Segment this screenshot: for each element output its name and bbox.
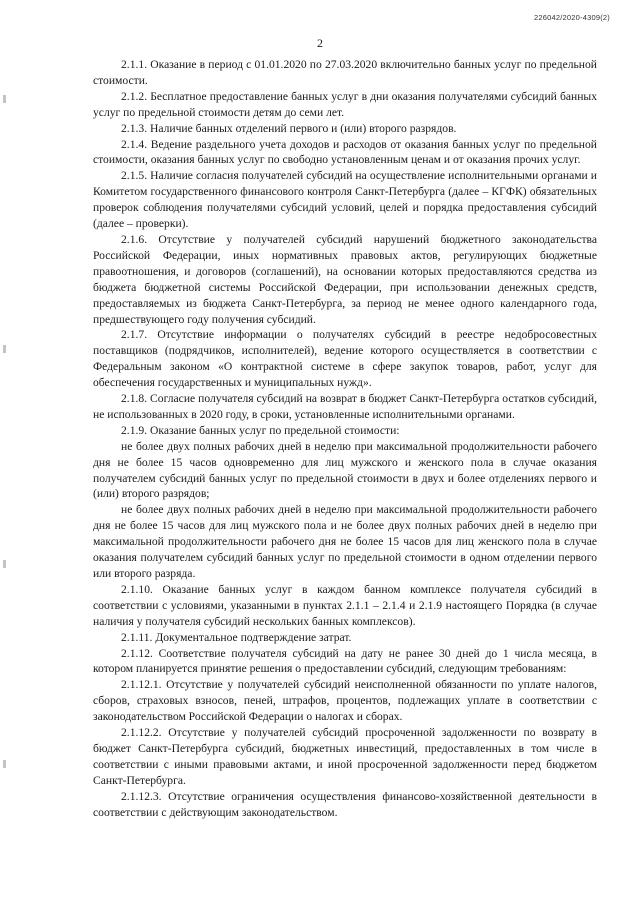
paragraph-2-1-12: 2.1.12. Соответствие получателя субсидий на дату не ранее 30 дней до 1 числа месяца, в котором планируется принятие решения о предоставлении субсидий, следующим требованиям: bbox=[93, 646, 597, 676]
paragraph-2-1-9: 2.1.9. Оказание банных услуг по предельной стоимости: bbox=[121, 423, 400, 437]
paragraph-2-1-8: 2.1.8. Согласие получателя субсидий на возврат в бюджет Санкт-Петербурга остатков субсидий, не использованных в 2020 году, в сроки, установленные исполнительными органами. bbox=[93, 392, 597, 421]
paragraph-2-1-5: 2.1.5. Наличие согласия получателей субсидий на осуществление исполнительными органами и Комитетом государственного финансового контроля Санкт-Петербурга (далее – КГФК) обязательных проверок соблюдения получателями субсидий условий, целей и порядка предоставления субсидий (далее – проверки). bbox=[93, 169, 597, 231]
scan-margin-mark bbox=[3, 560, 6, 568]
paragraph-2-1-6: 2.1.6. Отсутствие у получателей субсидий нарушений бюджетного законодательства Российской Федерации, иных нормативных правовых актов, регулирующих бюджетные правоотношения, и договоров (соглашений), на основании которых предоставляются средства из бюджета бюджетной системы Российской Федерации, при использовании денежных средств, предоставляемых из бюджета Санкт-Петербурга, за период не менее одного календарного года, предшествующего году получения субсидий. bbox=[93, 232, 597, 326]
paragraph-2-1-12-1: 2.1.12.1. Отсутствие у получателей субсидий неисполненной обязанности по уплате налогов, сборов, страховых взносов, пеней, штрафов, процентов, подлежащих уплате в соответствии с законодательством Российской Федерации о налогах и сборах. bbox=[93, 678, 597, 724]
document-id: 226042/2020-4309(2) bbox=[534, 13, 610, 22]
paragraph-2-1-12-2: 2.1.12.2. Отсутствие у получателей субсидий просроченной задолженности по возврату в бюджет Санкт-Петербурга субсидий, бюджетных инвестиций, предоставленных в том числе в соответствии с иными правовыми актами, и иной просроченной задолженности перед бюджетом Санкт-Петербурга. bbox=[93, 726, 597, 787]
page-number: 2 bbox=[317, 36, 323, 50]
paragraph-2-1-9-item-1: не более двух полных рабочих дней в неделю при максимальной продолжительности рабочего дня не более 15 часов одновременно для лиц мужского и женского пола в случае оказания получателем субсидий банных услуг по предельной стоимости в двух и более отделениях первого и (или) второго разрядов; bbox=[93, 439, 597, 501]
scan-margin-mark bbox=[3, 95, 6, 103]
document-body bbox=[93, 57, 597, 821]
paragraph-2-1-9-item-2: не более двух полных рабочих дней в неделю при максимальной продолжительности рабочего дня не более 15 часов для лиц мужского пола и не более двух полных рабочих дней в неделю при максимальной продолжительности рабочего дня не более 15 часов для лиц женского пола в случае оказания получателем субсидий банных услуг по предельной стоимости в одном отделении первого или второго разряда. bbox=[93, 503, 597, 580]
paragraph-2-1-2: 2.1.2. Бесплатное предоставление банных услуг в дни оказания получателями субсидий банных услуг по предельной стоимости детям до семи лет. bbox=[93, 89, 597, 119]
paragraph-2-1-10: 2.1.10. Оказание банных услуг в каждом банном комплексе получателя субсидий в соответствии с условиями, указанными в пунктах 2.1.1 – 2.1.4 и 2.1.9 настоящего Порядка (в случае наличия у получателя субсидий нескольких банных комплексов). bbox=[93, 582, 597, 628]
paragraph-2-1-7: 2.1.7. Отсутствие информации о получателях субсидий в реестре недобросовестных поставщиков (подрядчиков, исполнителей), ведение которого осуществляется в соответствии с Федеральным законом «О контрактной системе в сфере закупок товаров, работ, услуг для обеспечения государственных и муниципальных нужд». bbox=[93, 328, 597, 390]
paragraph-2-1-3: 2.1.3. Наличие банных отделений первого и (или) второго разрядов. bbox=[121, 121, 457, 135]
paragraph-2-1-1: 2.1.1. Оказание в период с 01.01.2020 по 27.03.2020 включительно банных услуг по предельной стоимости. bbox=[93, 58, 597, 87]
scan-margin-mark bbox=[3, 345, 6, 353]
paragraph-2-1-11: 2.1.11. Документальное подтверждение затрат. bbox=[121, 630, 352, 644]
scan-margin-mark bbox=[3, 760, 6, 768]
paragraph-2-1-12-3: 2.1.12.3. Отсутствие ограничения осуществления финансово-хозяйственной деятельности в соответствии с действующим законодательством. bbox=[93, 789, 597, 819]
paragraph-2-1-4: 2.1.4. Ведение раздельного учета доходов и расходов от оказания банных услуг по предельной стоимости, оказания банных услуг по свободно установленным ценам и от оказания прочих услуг. bbox=[93, 137, 597, 167]
